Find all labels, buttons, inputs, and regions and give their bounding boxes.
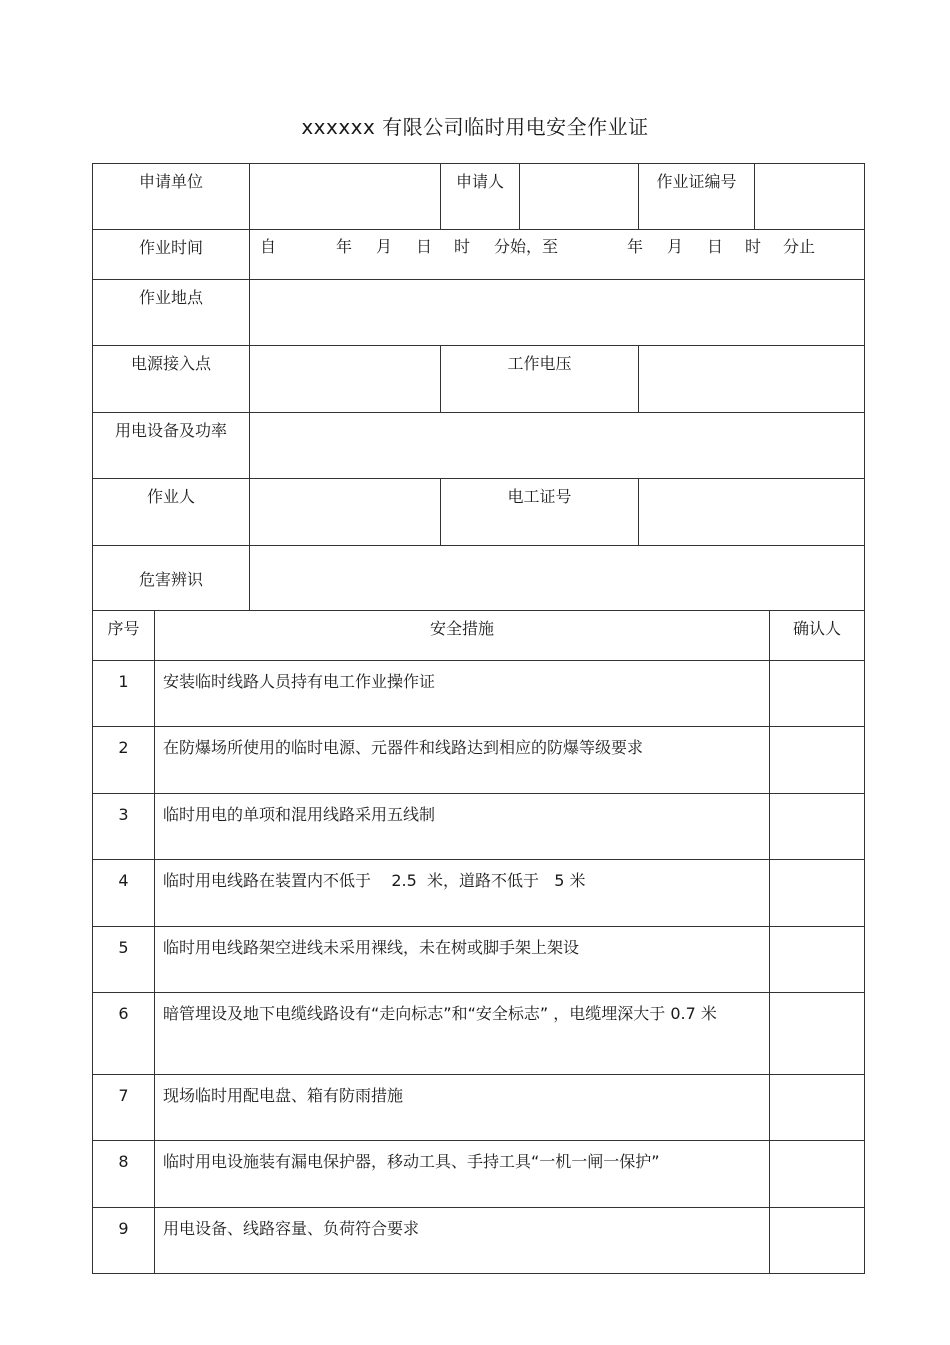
table-row [93,727,865,794]
time-hour-1: 时 [454,237,471,256]
time-minute-start: 分始，至 [494,237,559,256]
measure-text: 安装临时线路人员持有电工作业操作证 [155,661,770,727]
time-month-2: 月 [667,237,684,256]
permit-info-table [92,163,865,611]
confirmer-field[interactable] [770,1208,865,1274]
table-row [93,927,865,993]
work-time-template [260,234,864,257]
table-row [93,794,865,860]
work-time-field[interactable] [250,230,865,280]
hazard-identification-field[interactable] [250,546,865,611]
table-row [93,661,865,727]
work-time-label: 作业时间 [93,230,250,280]
row-number: 5 [93,927,155,993]
header-confirmer: 确认人 [770,611,865,661]
electrician-cert-label: 电工证号 [441,479,639,546]
row-number: 3 [93,794,155,860]
equipment-power-label: 用电设备及功率 [93,413,250,479]
time-minute-end: 分止 [783,237,816,256]
measure-text: 临时用电线路架空进线未采用裸线，未在树或脚手架上架设 [155,927,770,993]
working-voltage-field[interactable] [639,346,865,413]
measure-text: 临时用电设施装有漏电保护器，移动工具、手持工具“一机一闸一保护” [155,1141,770,1208]
worker-label: 作业人 [93,479,250,546]
table-row [93,1208,865,1274]
time-month-1: 月 [376,237,393,256]
confirmer-field[interactable] [770,661,865,727]
confirmer-field[interactable] [770,1075,865,1141]
work-location-field[interactable] [250,280,865,346]
row-number: 7 [93,1075,155,1141]
time-year-2: 年 [627,237,644,256]
measure-text: 暗管埋设及地下电缆线路设有“走向标志”和“安全标志” ，电缆埋深大于 0.7 米 [155,993,770,1075]
row-number: 1 [93,661,155,727]
document-title: xxxxxx 有限公司临时用电安全作业证 [301,115,649,139]
permit-number-field[interactable] [755,164,865,230]
worker-field[interactable] [250,479,441,546]
confirmer-field[interactable] [770,727,865,794]
table-row [93,860,865,927]
working-voltage-label: 工作电压 [441,346,639,413]
permit-number-label: 作业证编号 [639,164,755,230]
confirmer-field[interactable] [770,794,865,860]
time-day-1: 日 [416,237,433,256]
safety-measures-table [92,610,865,1274]
equipment-power-field[interactable] [250,413,865,479]
time-from: 自 [260,237,277,256]
row-number: 9 [93,1208,155,1274]
hazard-identification-label: 危害辨识 [93,546,250,611]
time-day-2: 日 [707,237,724,256]
work-location-label: 作业地点 [93,280,250,346]
time-year-1: 年 [336,237,353,256]
confirmer-field[interactable] [770,927,865,993]
confirmer-field[interactable] [770,860,865,927]
applicant-field[interactable] [520,164,639,230]
confirmer-field[interactable] [770,1141,865,1208]
measure-text: 临时用电的单项和混用线路采用五线制 [155,794,770,860]
row-number: 2 [93,727,155,794]
power-access-point-field[interactable] [250,346,441,413]
applicant-unit-field[interactable] [250,164,441,230]
measure-text: 临时用电线路在装置内不低于 2.5 米，道路不低于 5 米 [155,860,770,927]
row-number: 4 [93,860,155,927]
table-row [93,1141,865,1208]
electrician-cert-field[interactable] [639,479,865,546]
power-access-point-label: 电源接入点 [93,346,250,413]
confirmer-field[interactable] [770,993,865,1075]
row-number: 6 [93,993,155,1075]
row-number: 8 [93,1141,155,1208]
time-hour-2: 时 [745,237,762,256]
header-serial-no: 序号 [93,611,155,661]
applicant-label: 申请人 [441,164,520,230]
measure-text: 用电设备、线路容量、负荷符合要求 [155,1208,770,1274]
measure-text: 现场临时用配电盘、箱有防雨措施 [155,1075,770,1141]
table-row [93,993,865,1075]
header-safety-measure: 安全措施 [155,611,770,661]
table-row [93,1075,865,1141]
applicant-unit-label: 申请单位 [93,164,250,230]
measure-text: 在防爆场所使用的临时电源、元器件和线路达到相应的防爆等级要求 [155,727,770,794]
